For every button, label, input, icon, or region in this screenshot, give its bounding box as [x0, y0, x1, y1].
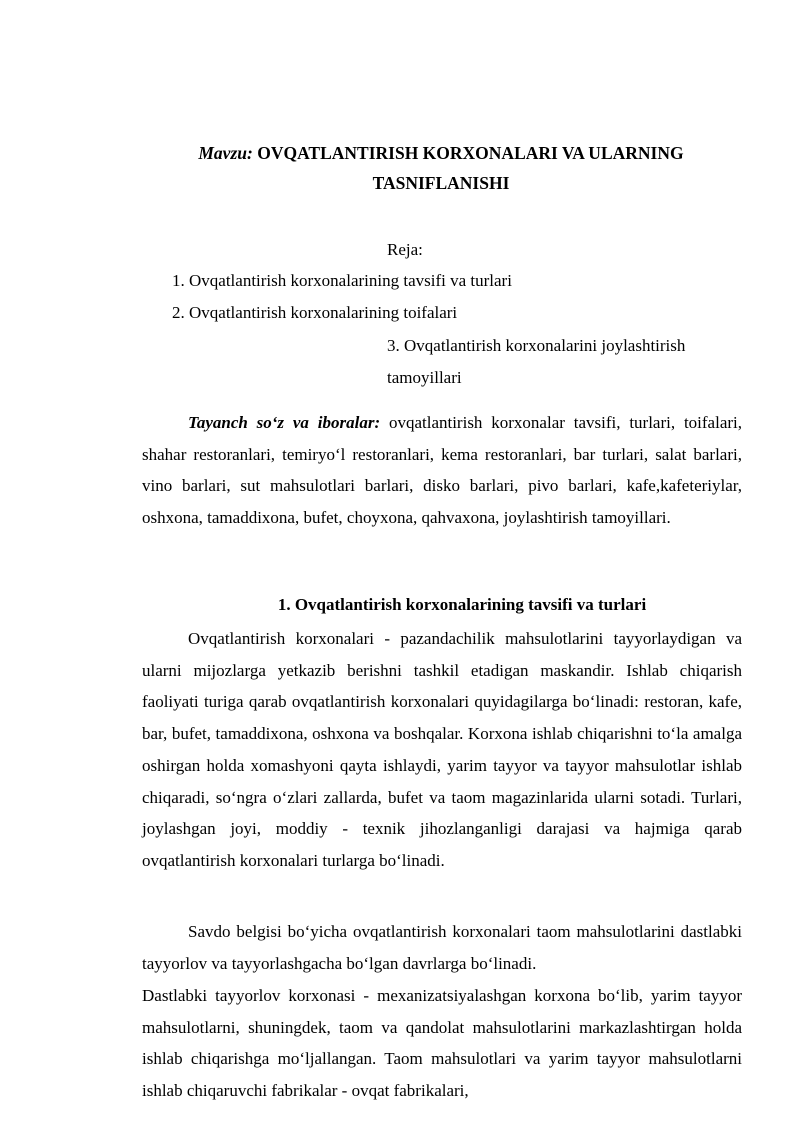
keywords-label: Tayanch so‘z va iboralar:	[188, 413, 381, 432]
title-text: OVQATLANTIRISH KORXONALARI VA ULARNING TASNIFLANISHI	[257, 143, 684, 193]
section-heading: 1. Ovqatlantirish korxonalarining tavsifi va turlari	[277, 595, 647, 614]
plan-item: 3. Ovqatlantirish korxonalarini joylashtirish	[387, 336, 686, 355]
document-title	[140, 138, 742, 198]
title-label: Mavzu:	[198, 143, 253, 163]
plan-item: 1. Ovqatlantirish korxonalarining tavsifi va turlari	[172, 271, 512, 290]
body-paragraph: Ovqatlantirish korxonalari - pazandachilik mahsulotlarini tayyorlaydigan va ularni mijozlarga yetkazib berishni tashkil etadigan maskandir. Ishlab chiqarish faoliyati turiga qarab ovqatlantirish korxonalari quyidagilarga bo‘linadi: restoran, kafe, bar, bufet, tamaddixona, oshxona va boshqalar. Korxona ishlab chiqarishni to‘la amalga oshirgan holda xomashyoni qayta ishlaydi, yarim tayyor va tayyor mahsulotlar ishlab chiqaradi, so‘ngra o‘zlari zallarda, bufet va taom magazinlarida ularni sotadi. Turlari, joylashgan joyi, moddiy - texnik jihozlanganligi darajasi va hajmiga qarab ovqatlantirish korxonalari turlarga bo‘linadi.	[142, 629, 742, 870]
keywords-text: ovqatlantirish korxonalar tavsifi, turlari, toifalari, shahar restoranlari, temiryo‘l restoranlari, kema restoranlari, bar turlari, salat barlari, vino barlari, sut mahsulotlari barlari, disko barlari, pivo barlari, kafe,kafeteriylar, oshxona, tamaddixona, bufet, choyxona, qahvaxona, joylashtirish tamoyillari.	[142, 413, 742, 528]
keywords-paragraph	[142, 407, 742, 534]
plan-heading: Reja:	[387, 240, 423, 259]
plan-item: 2. Ovqatlantirish korxonalarining toifalari	[172, 303, 458, 322]
body-paragraph: Dastlabki tayyorlov korxonasi - mexanizatsiyalashgan korxona bo‘lib, yarim tayyor mahsulotlarni, shuningdek, taom va qandolat mahsulotlarini markazlashtirgan holda ishlab chiqarishga mo‘ljallangan. Taom mahsulotlari va yarim tayyor mahsulotlarni ishlab chiqaruvchi fabrikalar - ovqat fabrikalari,	[142, 986, 742, 1101]
body-paragraph: Savdo belgisi bo‘yicha ovqatlantirish korxonalari taom mahsulotlarini dastlabki tayyorlov va tayyorlashgacha bo‘lgan davrlarga bo‘linadi.	[142, 922, 742, 973]
plan-item-continuation: tamoyillari	[387, 368, 462, 387]
